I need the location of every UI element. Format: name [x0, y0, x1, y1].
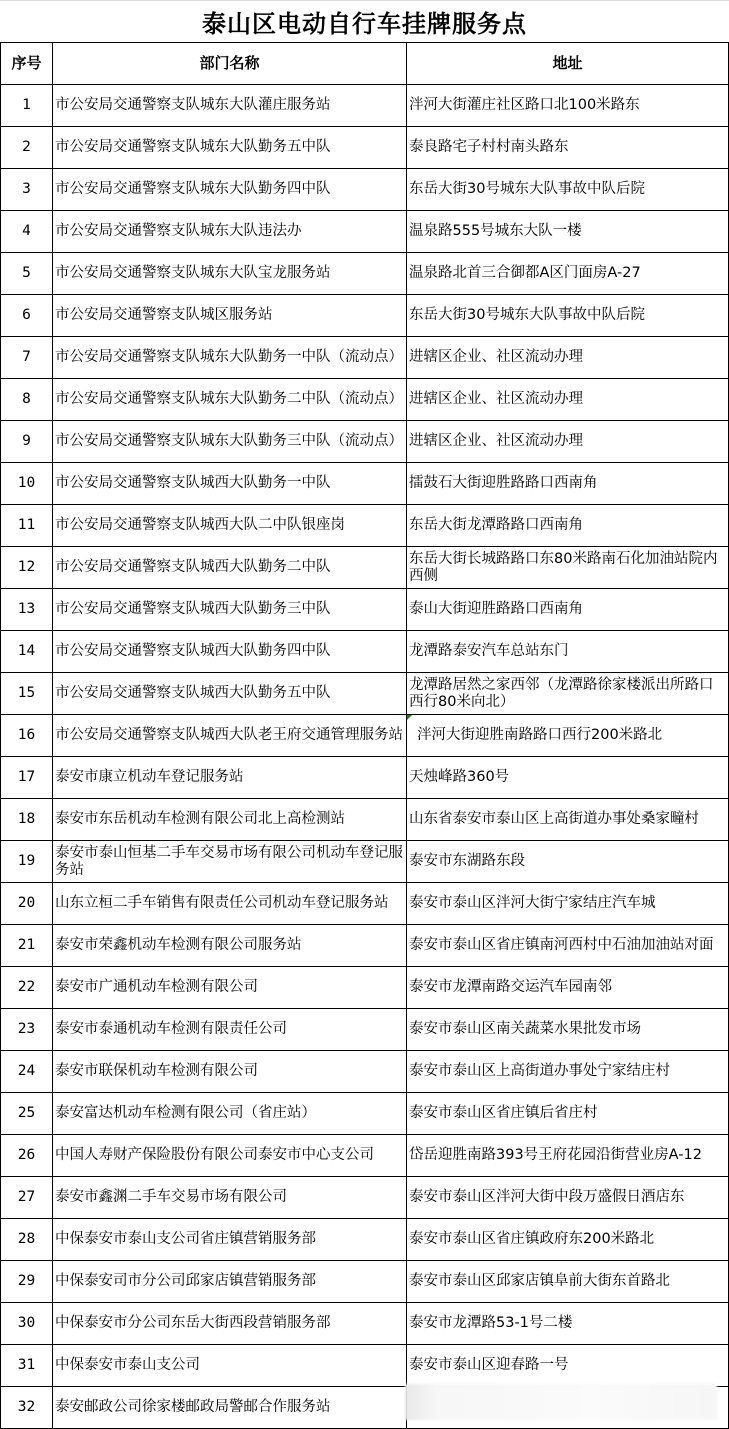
- table-row: [1, 715, 729, 757]
- table-row: [1, 1135, 729, 1177]
- address: 泰安市泰山区泮河大街宁家结庄汽车城: [407, 883, 729, 925]
- department-name: 泰安市东岳机动车检测有限公司北上高检测站: [53, 799, 407, 841]
- department-name: 市公安局交通警察支队城西大队勤务五中队: [53, 673, 407, 715]
- address: 泰安市龙潭南路交运汽车园南邻: [407, 967, 729, 1009]
- address: 进辖区企业、社区流动办理: [407, 379, 729, 421]
- row-num: 18: [1, 799, 53, 841]
- address: 东岳大街长城路路口东80米路南石化加油站院内西侧: [407, 547, 729, 589]
- department-name: 市公安局交通警察支队城西大队二中队银座岗: [53, 505, 407, 547]
- address: 泰安市泰山区上高街道办事处宁家结庄村: [407, 1051, 729, 1093]
- address: 岱岳迎胜南路393号王府花园沿街营业房A-12: [407, 1135, 729, 1177]
- department-name: 市公安局交通警察支队城西大队勤务二中队: [53, 547, 407, 589]
- table-row: [1, 1093, 729, 1135]
- address: 泰安市东湖路东段: [407, 841, 729, 883]
- address: 泰安市泰山区省庄镇南河西村中石油加油站对面: [407, 925, 729, 967]
- department-name: 市公安局交通警察支队城区服务站: [53, 295, 407, 337]
- address: 进辖区企业、社区流动办理: [407, 337, 729, 379]
- department-name: 市公安局交通警察支队城东大队宝龙服务站: [53, 253, 407, 295]
- department-name: 泰安市泰通机动车检测有限责任公司: [53, 1009, 407, 1051]
- department-name: 市公安局交通警察支队城西大队勤务四中队: [53, 631, 407, 673]
- department-name: 市公安局交通警察支队城西大队勤务一中队: [53, 463, 407, 505]
- address: 泰山大街迎胜路路口西南角: [407, 589, 729, 631]
- table-row: [1, 127, 729, 169]
- address: 龙潭路居然之家西邻（龙潭路徐家楼派出所路口西行80米向北）: [407, 673, 729, 715]
- department-name: 泰安市康立机动车登记服务站: [53, 757, 407, 799]
- department-name: 中国人寿财产保险股份有限公司泰安市中心支公司: [53, 1135, 407, 1177]
- row-num: 26: [1, 1135, 53, 1177]
- table-row: [1, 925, 729, 967]
- department-name: 泰安市联保机动车检测有限公司: [53, 1051, 407, 1093]
- header-department: 部门名称: [53, 43, 407, 85]
- row-num: 12: [1, 547, 53, 589]
- table-row: [1, 589, 729, 631]
- address: 泰安市泰山区邱家店镇阜前大街东首路北: [407, 1261, 729, 1303]
- row-num: 25: [1, 1093, 53, 1135]
- row-num: 20: [1, 883, 53, 925]
- table-row: [1, 1345, 729, 1387]
- address: 天烛峰路360号: [407, 757, 729, 799]
- row-num: 8: [1, 379, 53, 421]
- service-points-table: [0, 42, 729, 1429]
- table-row: [1, 631, 729, 673]
- department-name: 市公安局交通警察支队城东大队勤务三中队（流动点）: [53, 421, 407, 463]
- address-text: 泮河大街迎胜南路路口西行200米路北: [417, 727, 663, 743]
- department-name: 中保泰安市泰山支公司省庄镇营销服务部: [53, 1219, 407, 1261]
- department-name: 市公安局交通警察支队城东大队勤务四中队: [53, 169, 407, 211]
- row-num: 30: [1, 1303, 53, 1345]
- table-row: [1, 505, 729, 547]
- department-name: 泰安市泰山恒基二手车交易市场有限公司机动车登记服务站: [53, 841, 407, 883]
- row-num: 2: [1, 127, 53, 169]
- department-name: 中保泰安司市分公司邱家店镇营销服务部: [53, 1261, 407, 1303]
- department-name: 市公安局交通警察支队城西大队老王府交通管理服务站: [53, 715, 407, 757]
- address: 泰安市泰山区南关蔬菜水果批发市场: [407, 1009, 729, 1051]
- row-num: 9: [1, 421, 53, 463]
- row-num: 32: [1, 1387, 53, 1429]
- address: 泰安市泰山区省庄镇后省庄村: [407, 1093, 729, 1135]
- address: 温泉路555号城东大队一楼: [407, 211, 729, 253]
- table-row: [1, 967, 729, 1009]
- table-row: [1, 463, 729, 505]
- row-num: 28: [1, 1219, 53, 1261]
- table-row: [1, 421, 729, 463]
- address: [407, 715, 729, 757]
- address: 东岳大街龙潭路路口西南角: [407, 505, 729, 547]
- row-num: 19: [1, 841, 53, 883]
- row-num: 27: [1, 1177, 53, 1219]
- table-row: [1, 379, 729, 421]
- cell-comment-marker-icon: [407, 715, 412, 720]
- table-header-row: [1, 43, 729, 85]
- address: 温泉路北首三合御都A区门面房A-27: [407, 253, 729, 295]
- address: 东岳大街30号城东大队事故中队后院: [407, 295, 729, 337]
- row-num: 16: [1, 715, 53, 757]
- row-num: 6: [1, 295, 53, 337]
- table-row: [1, 1303, 729, 1345]
- table-row: [1, 757, 729, 799]
- table-row: [1, 673, 729, 715]
- address: 泰安市龙潭路53-1号二楼: [407, 1303, 729, 1345]
- row-num: 17: [1, 757, 53, 799]
- table-row: [1, 1009, 729, 1051]
- address: 泰安市泰山区泮河大街中段万盛假日酒店东: [407, 1177, 729, 1219]
- table-row: [1, 1261, 729, 1303]
- address: 擂鼓石大街迎胜路路口西南角: [407, 463, 729, 505]
- row-num: 29: [1, 1261, 53, 1303]
- row-num: 1: [1, 85, 53, 127]
- address: 东岳大街30号城东大队事故中队后院: [407, 169, 729, 211]
- table-row: [1, 253, 729, 295]
- table-row: [1, 799, 729, 841]
- department-name: 市公安局交通警察支队城东大队勤务五中队: [53, 127, 407, 169]
- row-num: 13: [1, 589, 53, 631]
- table-row: [1, 1051, 729, 1093]
- address: 泰良路宅子村村南头路东: [407, 127, 729, 169]
- address: 泰安市泰山区省庄镇政府东200米路北: [407, 1219, 729, 1261]
- row-num: 14: [1, 631, 53, 673]
- department-name: 市公安局交通警察支队城东大队勤务一中队（流动点）: [53, 337, 407, 379]
- row-num: 23: [1, 1009, 53, 1051]
- table-row: [1, 547, 729, 589]
- address: 泰安市泰山区迎春路一号: [407, 1345, 729, 1387]
- page-title: 泰山区电动自行车挂牌服务点: [0, 0, 729, 42]
- row-num: 24: [1, 1051, 53, 1093]
- redacted-region: [405, 1384, 717, 1420]
- row-num: 21: [1, 925, 53, 967]
- department-name: 泰安邮政公司徐家楼邮政局警邮合作服务站: [53, 1387, 407, 1429]
- department-name: 泰安市鑫渊二手车交易市场有限公司: [53, 1177, 407, 1219]
- address: 进辖区企业、社区流动办理: [407, 421, 729, 463]
- table-row: [1, 85, 729, 127]
- department-name: 泰安富达机动车检测有限公司（省庄站）: [53, 1093, 407, 1135]
- row-num: 3: [1, 169, 53, 211]
- department-name: 山东立桓二手车销售有限责任公司机动车登记服务站: [53, 883, 407, 925]
- table-row: [1, 211, 729, 253]
- department-name: 市公安局交通警察支队城东大队灌庄服务站: [53, 85, 407, 127]
- department-name: 市公安局交通警察支队城东大队勤务二中队（流动点）: [53, 379, 407, 421]
- table-row: [1, 169, 729, 211]
- department-name: 中保泰安市泰山支公司: [53, 1345, 407, 1387]
- table-row: [1, 883, 729, 925]
- row-num: 10: [1, 463, 53, 505]
- table-row: [1, 337, 729, 379]
- row-num: 11: [1, 505, 53, 547]
- table-row: [1, 1219, 729, 1261]
- row-num: 5: [1, 253, 53, 295]
- header-num: 序号: [1, 43, 53, 85]
- address: 山东省泰安市泰山区上高街道办事处桑家疃村: [407, 799, 729, 841]
- table-row: [1, 841, 729, 883]
- department-name: 市公安局交通警察支队城西大队勤务三中队: [53, 589, 407, 631]
- row-num: 7: [1, 337, 53, 379]
- department-name: 市公安局交通警察支队城东大队违法办: [53, 211, 407, 253]
- header-address: 地址: [407, 43, 729, 85]
- table-row: [1, 1177, 729, 1219]
- department-name: 中保泰安市分公司东岳大街西段营销服务部: [53, 1303, 407, 1345]
- table-row: [1, 295, 729, 337]
- row-num: 31: [1, 1345, 53, 1387]
- address: 龙潭路泰安汽车总站东门: [407, 631, 729, 673]
- address: 泮河大街灌庄社区路口北100米路东: [407, 85, 729, 127]
- row-num: 22: [1, 967, 53, 1009]
- department-name: 泰安市广通机动车检测有限公司: [53, 967, 407, 1009]
- department-name: 泰安市荣鑫机动车检测有限公司服务站: [53, 925, 407, 967]
- row-num: 15: [1, 673, 53, 715]
- row-num: 4: [1, 211, 53, 253]
